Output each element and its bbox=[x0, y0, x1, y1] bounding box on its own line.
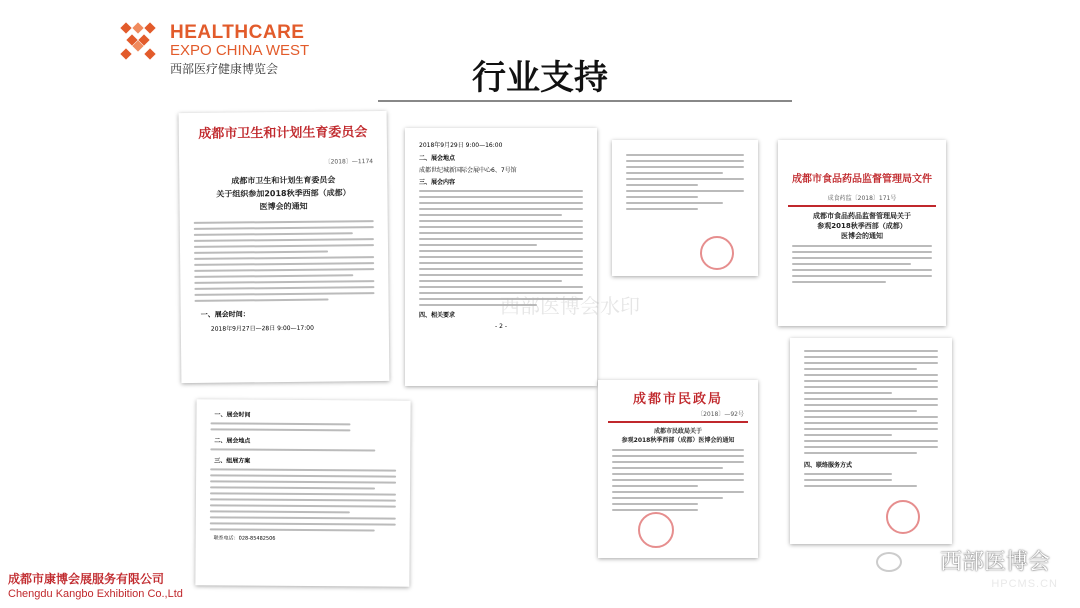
doc-section-3: 三、组展方案 bbox=[214, 457, 251, 465]
doc-exhibition-details bbox=[405, 128, 597, 386]
doc-section-1: 一、展会时间 bbox=[214, 411, 251, 419]
logo-text-expo: EXPO CHINA WEST bbox=[170, 42, 310, 59]
doc-civil-affairs bbox=[598, 380, 758, 558]
site-watermark: HPCMS.CN bbox=[991, 578, 1058, 590]
doc-section: 四、联络服务方式 bbox=[804, 462, 853, 469]
doc-sub2: 参观2018秋季西部（成都）医博会的通知 bbox=[621, 437, 735, 444]
doc-sub1: 成都市卫生和计划生育委员会 bbox=[231, 175, 336, 186]
center-watermark: 西部医博会水印 bbox=[500, 294, 640, 318]
title-underline bbox=[378, 100, 792, 102]
footer bbox=[8, 570, 183, 600]
doc-section-3: 四、相关要求 bbox=[419, 312, 456, 319]
doc-time: 2018年9月27日—28日 9:00—17:00 bbox=[210, 324, 314, 333]
doc-sub3: 医博会的通知 bbox=[841, 232, 883, 240]
doc-number: 〔2018〕—1174 bbox=[324, 158, 374, 166]
doc-section: 一、展会时间： bbox=[200, 310, 250, 319]
doc-header: 成都市卫生和计划生育委员会 bbox=[198, 125, 368, 142]
doc-section-2: 二、展会地点 bbox=[214, 437, 251, 445]
wechat-watermark: 西部医博会 bbox=[939, 550, 1050, 575]
doc-page: - 2 - bbox=[495, 323, 507, 330]
doc-sub1: 成都市民政局关于 bbox=[653, 428, 702, 435]
doc-food-drug-page2 bbox=[790, 338, 952, 544]
doc-sub2: 参观2018秋季西部（成都） bbox=[817, 222, 907, 230]
company-name-en: Chengdu Kangbo Exhibition Co.,Ltd bbox=[8, 588, 183, 600]
doc-sub3: 医博会的通知 bbox=[259, 201, 308, 212]
doc-contact: 联系电话：028-85482506 bbox=[213, 535, 276, 542]
doc-notice-attachment bbox=[195, 399, 410, 586]
page-title: 行业支持 bbox=[472, 58, 608, 98]
company-name-cn: 成都市康博会展服务有限公司 bbox=[8, 572, 165, 586]
wechat-icon bbox=[876, 552, 902, 572]
red-seal bbox=[700, 236, 734, 270]
doc-food-drug-admin bbox=[778, 140, 946, 326]
doc-sub2: 关于组织参加2018秋季西部（成都） bbox=[216, 188, 351, 199]
logo-text-healthcare: HEALTHCARE bbox=[170, 22, 305, 43]
red-seal bbox=[886, 500, 920, 534]
doc-header: 成都市民政局 bbox=[632, 392, 723, 407]
doc-time: 2018年9月29日 9:00—16:00 bbox=[419, 142, 503, 149]
doc-contact-page bbox=[612, 140, 758, 276]
doc-sub1: 成都市食品药品监督管理局关于 bbox=[813, 212, 911, 220]
doc-number: 成食药监〔2018〕171号 bbox=[827, 195, 897, 202]
doc-number: 〔2018〕—92号 bbox=[697, 411, 744, 418]
red-seal bbox=[638, 512, 674, 548]
doc-section-2: 三、展会内容 bbox=[419, 179, 456, 186]
logo-text-cn: 西部医疗健康博览会 bbox=[170, 62, 279, 76]
doc-health-commission bbox=[179, 111, 390, 383]
doc-header: 成都市食品药品监督管理局文件 bbox=[792, 174, 932, 185]
doc-place: 成都世纪城新国际会展中心6、7号馆 bbox=[419, 167, 517, 174]
doc-section-1: 二、展会地点 bbox=[419, 155, 456, 162]
